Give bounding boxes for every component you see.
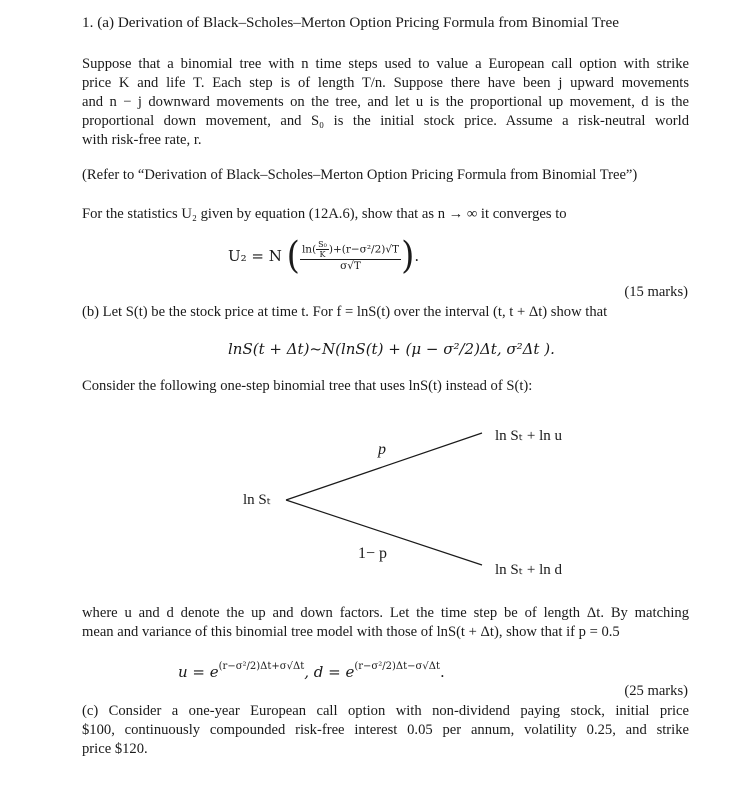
where-line2: mean and variance of this binomial tree model with those of lnS(t + Δt), show that if p = 0.5 (82, 624, 620, 640)
question-title: 1. (a) Derivation of Black–Scholes–Merton Option Pricing Formula from Binomial Tree (82, 14, 619, 31)
where-line1: where u and d denote the up and down factors. Let the time step be of length Δt. By matching (82, 605, 689, 621)
eq-d-exponent: (r−σ²/2)Δt−σ√Δt (354, 661, 440, 672)
equation-ud (178, 661, 445, 681)
tree-bottom-label: ln Sₜ + ln d (495, 562, 563, 578)
eq-end: . (414, 247, 420, 265)
eq-u2-lhs: U₂ = N (228, 247, 282, 265)
part-c-line1: (c) Consider a one-year European call option with non-dividend paying stock, initial price (82, 703, 689, 719)
tree-p-label: p (378, 441, 386, 458)
part-c-line2: $100, continuously compounded risk-free interest 0.05 per annum, volatility 0.25, and strike (82, 722, 689, 738)
eq-k: K (319, 250, 326, 259)
eq-rest: )+(r−σ²/2)√T (328, 243, 400, 256)
tree-q-label: 1− p (358, 545, 388, 562)
eq-u-exponent: (r−σ²/2)Δt+σ√Δt (218, 661, 305, 672)
para1-line4: proportional down movement, and S₀ is the initial stock price. Assume a risk-neutral world (82, 113, 689, 129)
para1-line5: with risk-free rate, r. (82, 132, 202, 148)
eq-s0: S₀ (318, 240, 327, 249)
eq-denominator: σ√T (340, 260, 361, 272)
eq-ln: ln (301, 243, 313, 256)
marks-b: (25 marks) (624, 683, 688, 699)
equation-b: lnS(t + Δt)~N(lnS(t) + (μ − σ²/2)Δt, σ²Δt ). (228, 340, 555, 358)
equation-u2: U₂ = N ( ln( $\frac{\text{S₀}}{K}$ )+(r−σ²/2)√T σ√T ). (228, 234, 420, 278)
consider-line: Consider the following one-step binomial tree that uses lnS(t) instead of S(t): (82, 378, 533, 394)
marks-a: (15 marks) (624, 284, 688, 300)
refer-note: (Refer to “Derivation of Black–Scholes–Merton Option Pricing Formula from Binomial Tree”) (82, 167, 638, 183)
eq-d: , d = e (304, 663, 355, 681)
eq-ud-end: . (439, 663, 445, 681)
para1-line3: and n − j downward movements on the tree, and let u is the proportional up movement, d is the (82, 94, 689, 110)
para1-line2: price K and life T. Each step is of length T/n. Suppose there have been j upward movements (82, 75, 689, 91)
part-b: (b) Let S(t) be the stock price at time t. For f = lnS(t) over the interval (t, t + Δt) show that (82, 304, 608, 320)
eq-open-paren: ( (286, 234, 300, 278)
para1-line1: Suppose that a binomial tree with n time steps used to value a European call option with strike (82, 56, 689, 72)
tree-root-label: ln Sₜ (243, 492, 272, 508)
eq-close-paren: ) (401, 234, 415, 278)
part-c-line3: price $120. (82, 741, 148, 757)
statistics-line: For the statistics U₂ given by equation (12A.6), show that as n → ∞ it converges to (82, 206, 567, 222)
eq-u: u = e (178, 663, 219, 681)
tree-top-label: ln Sₜ + ln u (495, 428, 563, 444)
